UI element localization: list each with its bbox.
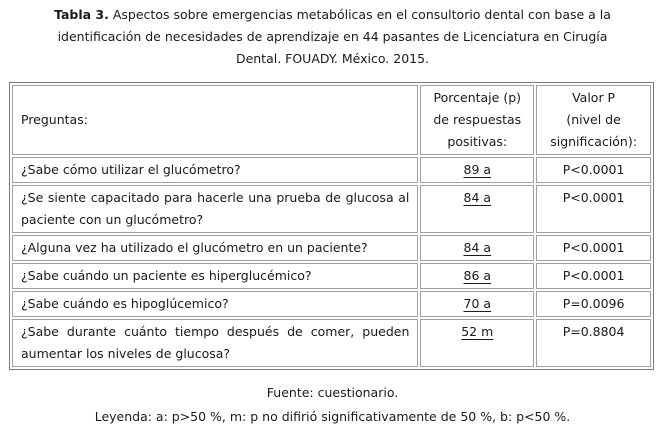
row-percentage <box>420 235 534 261</box>
table-row <box>12 319 651 367</box>
header-row <box>12 85 651 155</box>
header-percentage-line-1: Porcentaje (p) <box>433 90 522 105</box>
table-caption <box>10 4 655 70</box>
table-row <box>12 185 651 233</box>
caption-line-1 <box>10 4 655 26</box>
row-percentage-value: 52 m <box>461 324 494 339</box>
row-percentage-value: 86 a <box>463 268 492 283</box>
header-pvalue-line-3: significación): <box>550 134 637 149</box>
row-question: ¿Sabe durante cuánto tiempo después de comer, pueden aumentar los niveles de glucosa? <box>12 319 418 367</box>
row-question: ¿Sabe cómo utilizar el glucómetro? <box>12 157 418 183</box>
table-row <box>12 263 651 289</box>
header-percentage <box>420 85 534 155</box>
header-percentage-line-2: de respuestas <box>433 112 522 127</box>
row-percentage <box>420 157 534 183</box>
row-pvalue: P=0.8804 <box>536 319 651 367</box>
table-row <box>12 235 651 261</box>
table-source: Fuente: cuestionario. <box>266 385 399 400</box>
row-question: ¿Sabe cuándo es hipoglúcemico? <box>12 291 418 317</box>
row-percentage <box>420 185 534 233</box>
row-pvalue: P<0.0001 <box>536 185 651 233</box>
header-pvalue-line-2: (nivel de <box>566 112 621 127</box>
header-percentage-line-3: positivas: <box>447 134 508 149</box>
row-percentage <box>420 291 534 317</box>
table-row <box>12 291 651 317</box>
caption-text-1: Aspectos sobre emergencias metabólicas en el consultorio dental con base a la <box>108 7 611 22</box>
caption-line-3: Dental. FOUADY. México. 2015. <box>235 51 430 66</box>
row-question: ¿Se siente capacitado para hacerle una prueba de glucosa al paciente con un glucómetro? <box>12 185 418 233</box>
row-question: ¿Sabe cuándo un paciente es hiperglucémico? <box>12 263 418 289</box>
caption-label: Tabla 3. <box>54 7 109 22</box>
row-pvalue: P=0.0096 <box>536 291 651 317</box>
row-percentage-value: 89 a <box>463 162 492 177</box>
caption-line-2: identificación de necesidades de aprendizaje en 44 pasantes de Licenciatura en Cirugía <box>57 29 608 44</box>
row-percentage <box>420 319 534 367</box>
row-percentage <box>420 263 534 289</box>
header-question: Preguntas: <box>12 85 418 155</box>
row-pvalue: P<0.0001 <box>536 263 651 289</box>
table-row <box>12 157 651 183</box>
row-percentage-value: 84 a <box>463 240 492 255</box>
header-pvalue-line-1: Valor P <box>572 90 616 105</box>
row-pvalue: P<0.0001 <box>536 157 651 183</box>
data-table <box>9 82 654 370</box>
row-question: ¿Alguna vez ha utilizado el glucómetro en un paciente? <box>12 235 418 261</box>
header-pvalue <box>536 85 651 155</box>
row-percentage-value: 70 a <box>463 296 492 311</box>
row-pvalue: P<0.0001 <box>536 235 651 261</box>
row-percentage-value: 84 a <box>463 190 492 205</box>
table-legend: Leyenda: a: p>50 %, m: p no difirió significativamente de 50 %, b: p<50 %. <box>94 409 571 424</box>
